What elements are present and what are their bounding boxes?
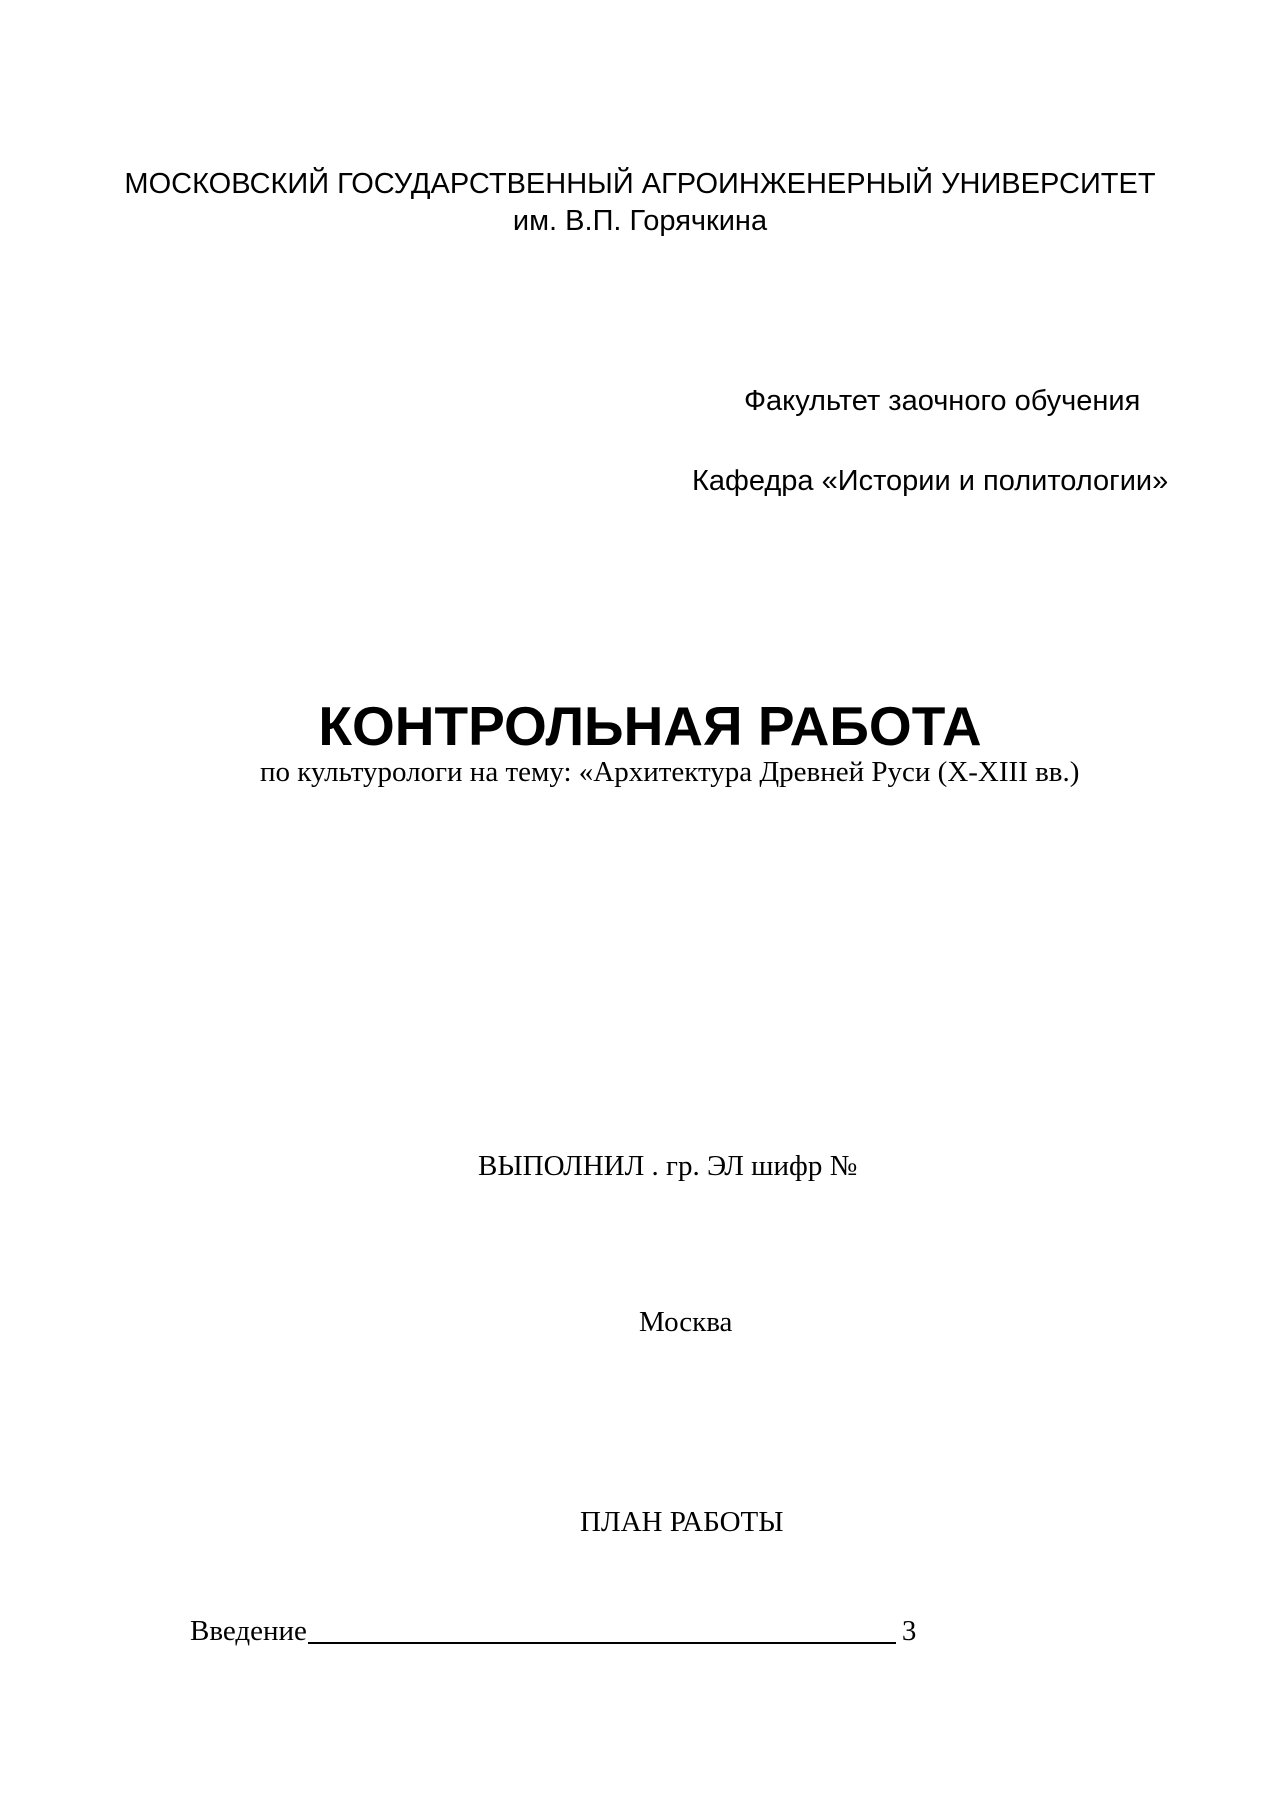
- university-name: МОСКОВСКИЙ ГОСУДАРСТВЕННЫЙ АГРОИНЖЕНЕРНЫЙ УНИВЕРСИТЕТ: [124, 168, 1156, 200]
- plan-heading: ПЛАН РАБОТЫ: [580, 1506, 784, 1538]
- toc-entry-label: Введение: [190, 1615, 307, 1647]
- city-name: Москва: [639, 1306, 733, 1338]
- document-title: КОНТРОЛЬНАЯ РАБОТА: [318, 695, 982, 757]
- toc-entry-page: 3: [901, 1615, 917, 1647]
- university-namesake: им. В.П. Горячкина: [512, 205, 768, 237]
- toc-leader-line: [308, 1616, 896, 1644]
- department-name: Кафедра «Истории и политологии»: [692, 465, 1169, 497]
- faculty-name: Факультет заочного обучения: [744, 385, 1141, 417]
- toc-entry: [190, 1612, 916, 1648]
- document-subject: по культурологи на тему: «Архитектура Древней Руси (X-XIII вв.): [260, 756, 1080, 788]
- performed-by-line: ВЫПОЛНИЛ . гр. ЭЛ шифр №: [478, 1150, 858, 1182]
